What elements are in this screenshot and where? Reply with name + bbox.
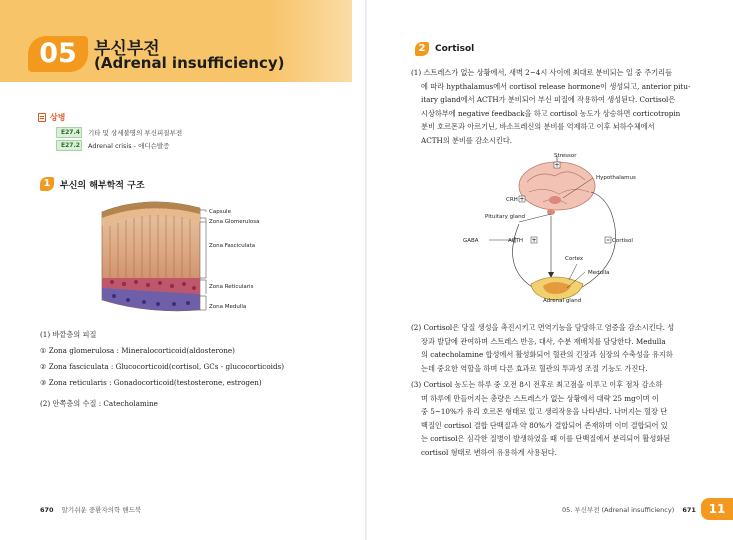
footer-right: 05. 부신부전 (Adrenal insufficiency) 671 <box>562 506 696 514</box>
label-stressor: Stressor <box>554 153 577 159</box>
label-zona-reticularis: Zona Reticularis <box>209 284 254 290</box>
zone-line: ② Zona fasciculata : Glucocorticoid(cortisol, GCs - glucocorticoids) <box>40 362 285 371</box>
label-acth: ACTH <box>508 238 524 244</box>
label-cortisol: Cortisol <box>612 238 633 244</box>
inner-medulla-title: (2) 안쪽층의 수질 : Catecholamine <box>40 399 158 408</box>
zone-line: ③ Zona reticularis : Gonadocorticoid(testosterone, estrogen) <box>40 378 262 387</box>
label-adrenal-gland: Adrenal gland <box>543 298 582 304</box>
label-pituitary: Pituitary gland <box>485 214 526 220</box>
label-zona-fasciculata: Zona Fasciculata <box>209 243 256 249</box>
label-medulla: Medulla <box>588 270 610 276</box>
section-heading: 2 Cortisol <box>415 42 474 56</box>
code-row <box>56 127 182 138</box>
zone-line: ① Zona glomerulosa : Mineralocorticoid(aldosterone) <box>40 346 235 355</box>
label-capsule: Capsule <box>209 209 231 215</box>
chapter-tab: 11 <box>701 498 733 520</box>
section-heading: 1 부신의 해부학적 구조 <box>40 177 145 191</box>
svg-text:+: + <box>554 162 560 169</box>
section-label: 상병 <box>38 112 65 123</box>
page-number: 671 <box>682 506 696 514</box>
code-desc: Adrenal crisis - 애디슨발증 <box>88 142 170 150</box>
label-hypothalamus: Hypothalamus <box>596 175 636 181</box>
label-gaba: GABA <box>463 238 479 244</box>
chapter-title: 부신부전 <box>94 39 160 59</box>
adrenal-cross-section-illustration <box>88 190 298 320</box>
chapter-number: 05 <box>28 36 88 72</box>
code-row <box>56 140 169 151</box>
para-3: (3) Cortisol 농도는 하루 중 오전 8시 전후로 최고점을 이루고 이후 점차 감소하 며 하루에 만들어지는 총량은 스트레스가 없는 상황에서 대략 25 mg이며 이 중 5~10%가 유리 호르몬 형태로 있고 생리작용을 나타낸다. 나머지는 혈장 단 백질인 cortisol 결합 단백질과 약 80%가 결합되어 존재하며 이미 결합되어 있 는 cortisol은 심각한 질병이 발생하였을 때 이를 단백질에서 분리되어 활성화된 cortisol 형태로 변하여 유용하게 사용된다. <box>411 380 671 457</box>
heading-number: 2 <box>415 42 429 56</box>
document-icon <box>38 113 46 122</box>
svg-text:+: + <box>519 196 525 203</box>
para-2: (2) Cortisol은 당질 생성을 촉진시키고 면역기능을 담당하고 염증을 감소시킨다. 성 장과 발달에 관여하며 스트레스 반응, 대사, 수분 재배치를 담당한다. Medulla 의 catecholamine 합성에서 활성화되어 혈관의 긴장과 심장의 수축성을 유지하 는데 중요한 역할을 하며 다른 효과로 혈관의 투과성 조절 기능도 가진다. <box>411 323 675 373</box>
label-crh: CRH <box>506 197 518 203</box>
page-number: 670 <box>40 506 54 514</box>
para-1: (1) 스트레스가 없는 상황에서, 새벽 2~4시 사이에 최대로 분비되는 일 중 주기리듬 에 따라 hypthalamus에서 cortisol release hormone이 생성되고, anterior pitu- itary gland에서 ACTH가 분비되어 부신 피질에 작용하여 생성된다. Cortisol은 시상하부에 negative feedback을 하고 cortisol 농도가 상승하면 corticotropin 분비 호르몬과 아르기닌, 바소프레신의 분비를 억제하고 이후 뇌하수체에서 ACTH의 분비를 감소시킨다. <box>411 68 691 145</box>
left-page <box>0 0 366 540</box>
footer-left: 670 알기쉬운 중환자의학 핸드북 <box>40 506 142 514</box>
right-page <box>367 0 733 540</box>
label-zona-glomerulosa: Zona Glomerulosa <box>209 219 260 225</box>
code-badge: E27.4 <box>56 127 82 138</box>
code-desc: 기타 및 상세불명의 부신피질부전 <box>88 129 183 137</box>
svg-text:+: + <box>531 237 537 244</box>
heading-number: 1 <box>40 177 54 191</box>
label-zona-medulla: Zona Medulla <box>209 304 247 310</box>
chapter-subtitle: (Adrenal insufficiency) <box>94 54 285 72</box>
label-cortex: Cortex <box>565 256 584 262</box>
outer-cortex-title: (1) 바깥층의 피질 <box>40 330 97 339</box>
code-badge: E27.2 <box>56 140 82 151</box>
